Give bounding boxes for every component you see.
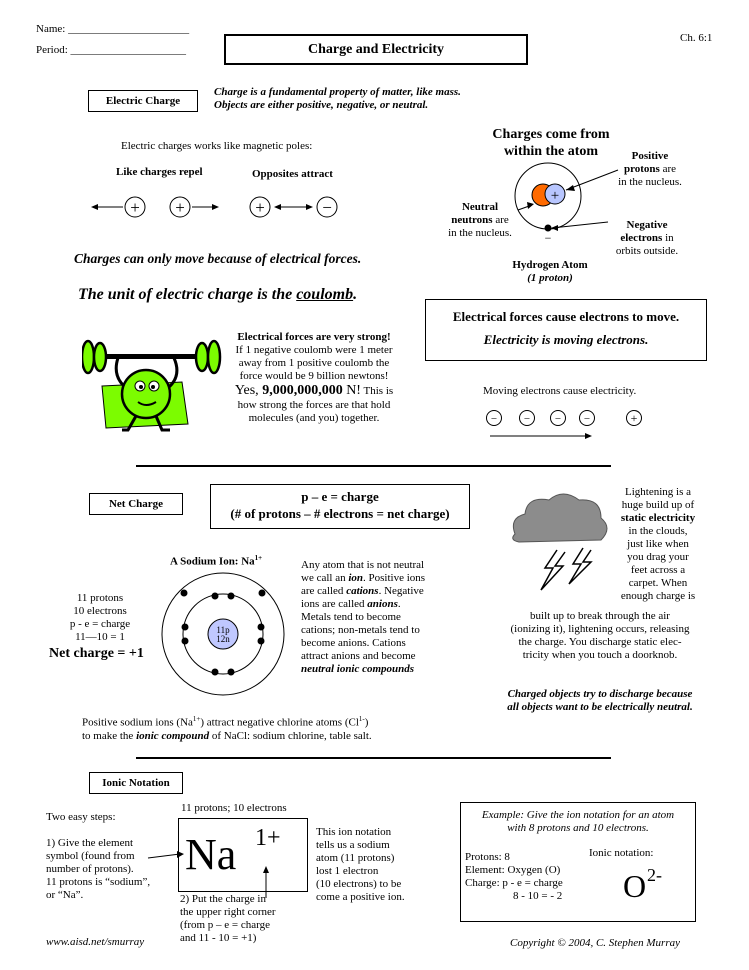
page-title: Charge and Electricity — [224, 34, 528, 65]
sodium-ion-title: A Sodium Ion: $Na^{1+}$ — [170, 554, 263, 568]
hydrogen-atom-diagram — [510, 160, 660, 250]
notation-caption: 11 protons; 10 electrons — [181, 802, 287, 814]
arrow-right-icon — [585, 433, 592, 439]
chapter-number: Ch. 6:1 — [680, 32, 713, 44]
name-line: Name: ______________________ — [36, 23, 190, 35]
footer-website: www.aisd.net/smurray — [46, 936, 145, 948]
nacl-text: Positive sodium ions $(Na^{1+})$ attract negative chlorine atoms $(Cl^{1-})$ to make the ionic compound of NaCl: sodium chlorine, table salt. — [82, 715, 372, 742]
section-label-net-charge: Net Charge — [89, 493, 183, 515]
poles-text: Electric charges works like magnetic poles: — [121, 140, 313, 152]
period-line: Period: _____________________ — [36, 44, 187, 56]
svg-text:12n: 12n — [216, 634, 230, 644]
arrow-up-icon — [263, 866, 269, 873]
sodium-calculation: 11 protons 10 electrons p - e = charge 11—10 = 1 — [69, 592, 131, 643]
arrow-right-icon — [212, 204, 219, 210]
lightning-text-right: Lightening is a huge build up of static electricity in the clouds, just like when you drag your feet across a carpet. When enough charge is — [620, 486, 696, 602]
discharge-statement: Charged objects try to discharge because all objects want to be electrically neutral. — [507, 688, 693, 713]
charges-move-statement: Charges can only move because of electrical forces. — [74, 251, 362, 266]
svg-text:+: + — [130, 198, 140, 217]
notation-arrows — [140, 840, 300, 900]
ionic-notation-label: Ionic notation: — [589, 847, 654, 859]
sodium-atom-diagram — [160, 567, 290, 702]
example-work: Protons: 8 Element: Oxygen (O) Charge: p - e = charge 8 - 10 = - 2 — [465, 851, 563, 902]
atom-title: Charges come from within the atom — [492, 127, 610, 159]
svg-text:−: − — [583, 413, 591, 425]
net-charge-result: Net charge = +1 — [49, 646, 144, 661]
opposites-label: Opposites attract — [252, 168, 333, 180]
positive-protons-label: Positive protons are in the nucleus. — [618, 150, 682, 188]
svg-text:−: − — [322, 198, 332, 217]
hydrogen-caption: Hydrogen Atom (1 proton) — [512, 259, 588, 284]
footer-copyright: Copyright © 2004, C. Stephen Murray — [510, 937, 680, 949]
svg-text:+: + — [175, 198, 185, 217]
svg-text:−: − — [554, 413, 562, 425]
lightning-bolt-icon — [541, 550, 565, 590]
charge-diagram — [85, 188, 370, 226]
moving-electrons-text: Moving electrons cause electricity. — [483, 385, 637, 397]
example-answer-charge: 2- — [647, 865, 662, 885]
neutral-neutrons-label: Neutral neutrons are in the nucleus. — [448, 201, 512, 239]
negative-electrons-label: Negative electrons in orbits outside. — [615, 219, 679, 257]
section-label-electric-charge: Electric Charge — [88, 90, 198, 112]
svg-text:−: − — [544, 231, 552, 245]
lightning-bolt-icon — [569, 548, 591, 584]
ion-charge: 1+ — [255, 825, 281, 851]
strong-forces-text: Electrical forces are very strong! If 1 negative coulomb were 1 meter away from 1 positive coulomb the force would be 9 billion newtons! Yes, 9,000,000,000 N! This is how strong the forces are that hold molecules (and you) together. — [234, 331, 394, 424]
like-charges-label: Like charges repel — [116, 166, 203, 178]
storm-cloud-illustration — [505, 488, 615, 603]
cloud-icon — [513, 494, 607, 542]
weightlifter-cartoon — [82, 336, 222, 436]
example-box: Example: Give the ion notation for an atom with 8 protons and 10 electrons. Protons: 8 Element: Oxygen (O) Charge: p - e = charge 8 - 10 = - 2 Ionic notation: O 2- — [460, 802, 696, 922]
element-symbol: Na — [185, 830, 237, 879]
ion-explanation: Any atom that is not neutral we call an ion. Positive ions are called cations. Negative ions are called anions. Metals tend to become cations; non-metals tend to become anions. Cations attract anions and become neutral ionic compounds — [301, 559, 426, 675]
svg-text:−: − — [523, 413, 531, 425]
charge-definition: Charge is a fundamental property of matter, like mass. Objects are either positive, negative, or neutral. — [214, 86, 461, 111]
section-label-ionic-notation: Ionic Notation — [89, 772, 183, 794]
character-body — [122, 370, 170, 418]
svg-text:+: + — [630, 411, 638, 425]
arrow-right-icon — [177, 851, 184, 858]
divider — [136, 757, 611, 759]
moving-electrons-diagram — [482, 404, 652, 444]
notation-explanation: This ion notation tells us a sodium atom (11 protons) lost 1 electron (10 electrons) to be come a positive ion. — [316, 826, 405, 903]
svg-text:+: + — [255, 198, 265, 217]
svg-text:11p: 11p — [216, 625, 230, 635]
svg-text:−: − — [490, 413, 498, 425]
arrow-left-icon — [91, 204, 98, 210]
step-one: 1) Give the element symbol (found from number of protons). 11 protons is “sodium”, or “Na”. — [46, 837, 151, 901]
barbell-bar — [92, 354, 210, 359]
lightning-text-full: built up to break through the air (ionizing it), lightening occurs, releasing the charge. You discharge static elec- tricity when you touch a doorknob. — [510, 610, 690, 661]
divider — [136, 465, 611, 467]
example-answer-symbol: O — [623, 868, 647, 904]
coulomb-statement: The unit of electric charge is the coulomb. — [78, 286, 358, 303]
step-two: 2) Put the charge in the upper right corner (from p – e = charge and 11 - 10 = +1) — [180, 893, 276, 944]
net-charge-formula: p – e = charge (# of protons – # electrons = net charge) — [210, 484, 470, 529]
electricity-box: Electrical forces cause electrons to move. Electricity is moving electrons. — [425, 299, 707, 361]
two-steps-heading: Two easy steps: — [46, 811, 116, 823]
svg-text:+: + — [550, 188, 560, 204]
